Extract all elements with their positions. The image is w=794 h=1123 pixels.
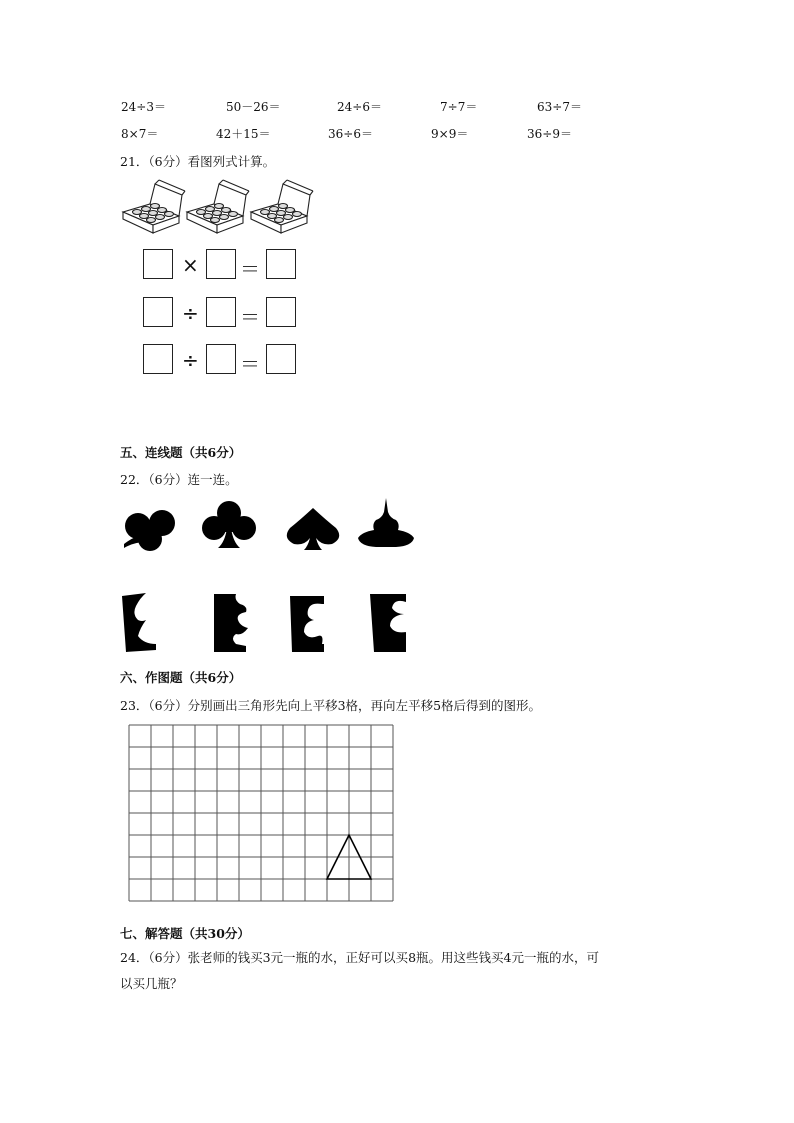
- arithmetic-row-1: [0, 96, 794, 116]
- club-shape: [198, 500, 260, 552]
- question-24-text: [120, 945, 680, 997]
- trefoil-shape: [120, 506, 182, 552]
- arith-item: 24÷6＝: [337, 100, 382, 114]
- arith-item: 7÷7＝: [440, 100, 478, 114]
- section-5-title: 五、连线题（共6分）: [120, 445, 242, 460]
- equation-row-3: [143, 344, 303, 378]
- question-24-line-1: 24．（6分）张老师的钱买3元一瓶的水，正好可以买8瓶。用这些钱买4元一瓶的水，可: [120, 950, 599, 965]
- question-24-line-2: 以买几瓶？: [120, 976, 183, 991]
- arith-item: 9×9＝: [431, 127, 469, 141]
- question-23-title: 23．（6分）分别画出三角形先向上平移3格，再向左平移5格后得到的图形。: [120, 698, 542, 713]
- answer-box[interactable]: [206, 297, 236, 327]
- black-piece-3: [288, 592, 330, 654]
- drop-spike-shape: [356, 498, 416, 550]
- spade-shape: [284, 506, 342, 552]
- section-7-title: 七、解答题（共30分）: [120, 926, 250, 941]
- equals-sign: ＝: [240, 257, 260, 281]
- black-piece-2: [210, 592, 252, 654]
- answer-box[interactable]: [206, 249, 236, 279]
- answer-box[interactable]: [266, 297, 296, 327]
- arith-item: 24÷3＝: [121, 100, 166, 114]
- arith-item: 8×7＝: [121, 127, 159, 141]
- question-22-title: 22．（6分）连一连。: [120, 472, 238, 487]
- answer-box[interactable]: [266, 249, 296, 279]
- arith-item: 36÷6＝: [328, 127, 373, 141]
- answer-box[interactable]: [143, 249, 173, 279]
- section-6-title: 六、作图题（共6分）: [120, 670, 242, 685]
- operator: ×: [182, 253, 199, 277]
- equation-row-2: [143, 297, 303, 331]
- black-piece-1: [120, 592, 162, 654]
- operator: ÷: [182, 348, 199, 372]
- operator: ÷: [182, 301, 199, 325]
- egg-boxes-illustration: [120, 178, 316, 242]
- arith-item: 63÷7＝: [537, 100, 582, 114]
- black-piece-4: [368, 590, 410, 654]
- arith-item: 36÷9＝: [527, 127, 572, 141]
- equals-sign: ＝: [240, 352, 260, 376]
- answer-box[interactable]: [266, 344, 296, 374]
- arith-item: 42＋15＝: [216, 127, 271, 141]
- answer-box[interactable]: [143, 344, 173, 374]
- question-21-title: 21．（6分）看图列式计算。: [120, 154, 276, 169]
- answer-box[interactable]: [206, 344, 236, 374]
- arithmetic-row-2: [0, 123, 794, 143]
- equals-sign: ＝: [240, 305, 260, 329]
- arith-item: 50－26＝: [226, 100, 281, 114]
- equation-row-1: [143, 249, 303, 283]
- grid-canvas[interactable]: [128, 724, 394, 902]
- answer-box[interactable]: [143, 297, 173, 327]
